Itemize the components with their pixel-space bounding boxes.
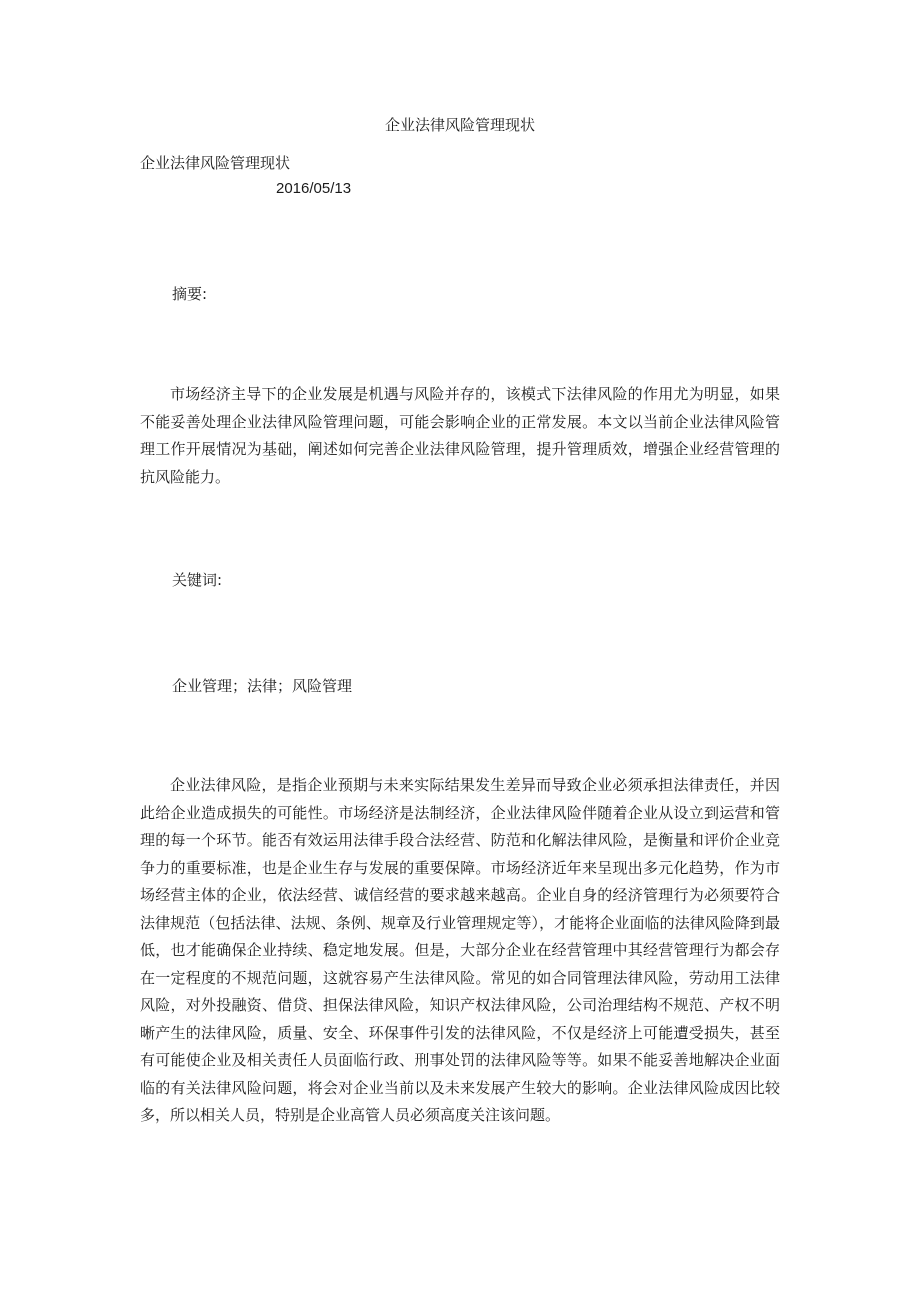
publish-date: 2016/05/13 (276, 180, 352, 197)
abstract-label: 摘要: (172, 285, 208, 303)
body-paragraph: 企业法律风险，是指企业预期与未来实际结果发生差异而导致企业必须承担法律责任，并因此给企业造成损失的可能性。市场经济是法制经济，企业法律风险伴随着企业从设立到运营和管理的每一个环节。能否有效运用法律手段合法经营、防范和化解法律风险，是衡量和评价企业竞争力的重要标准，也是企业生存与发展的重要保障。市场经济近年来呈现出多元化趋势，作为市场经营主体的企业，依法经营、诚信经营的要求越来越高。企业自身的经济管理行为必须要符合法律规范（包括法律、法规、条例、规章及行业管理规定等），才能将企业面临的法律风险降到最低，也才能确保企业持续、稳定地发展。但是，大部分企业在经营管理中其经营管理行为都会存在一定程度的不规范问题，这就容易产生法律风险。常见的如合同管理法律风险，劳动用工法律风险，对外投融资、借贷、担保法律风险，知识产权法律风险，公司治理结构不规范、产权不明晰产生的法律风险，质量、安全、环保事件引发的法律风险，不仅是经济上可能遭受损失，甚至有可能使企业及相关责任人员面临行政、刑事处罚的法律风险等等。如果不能妥善地解决企业面临的有关法律风险问题，将会对企业当前以及未来发展产生较大的影响。企业法律风险成因比较多，所以相关人员，特别是企业高管人员必须高度关注该问题。 (140, 776, 780, 1124)
document-title: 企业法律风险管理现状 (384, 116, 535, 134)
document-subtitle: 企业法律风险管理现状 (140, 154, 291, 172)
keywords-label: 关键词: (172, 571, 223, 589)
keywords-text: 企业管理；法律；风险管理 (172, 677, 353, 695)
abstract-text: 市场经济主导下的企业发展是机遇与风险并存的，该模式下法律风险的作用尤为明显，如果不能妥善处理企业法律风险管理问题，可能会影响企业的正常发展。本文以当前企业法律风险管理工作开展情况为基础，阐述如何完善企业法律风险管理，提升管理质效，增强企业经营管理的抗风险能力。 (140, 385, 780, 486)
